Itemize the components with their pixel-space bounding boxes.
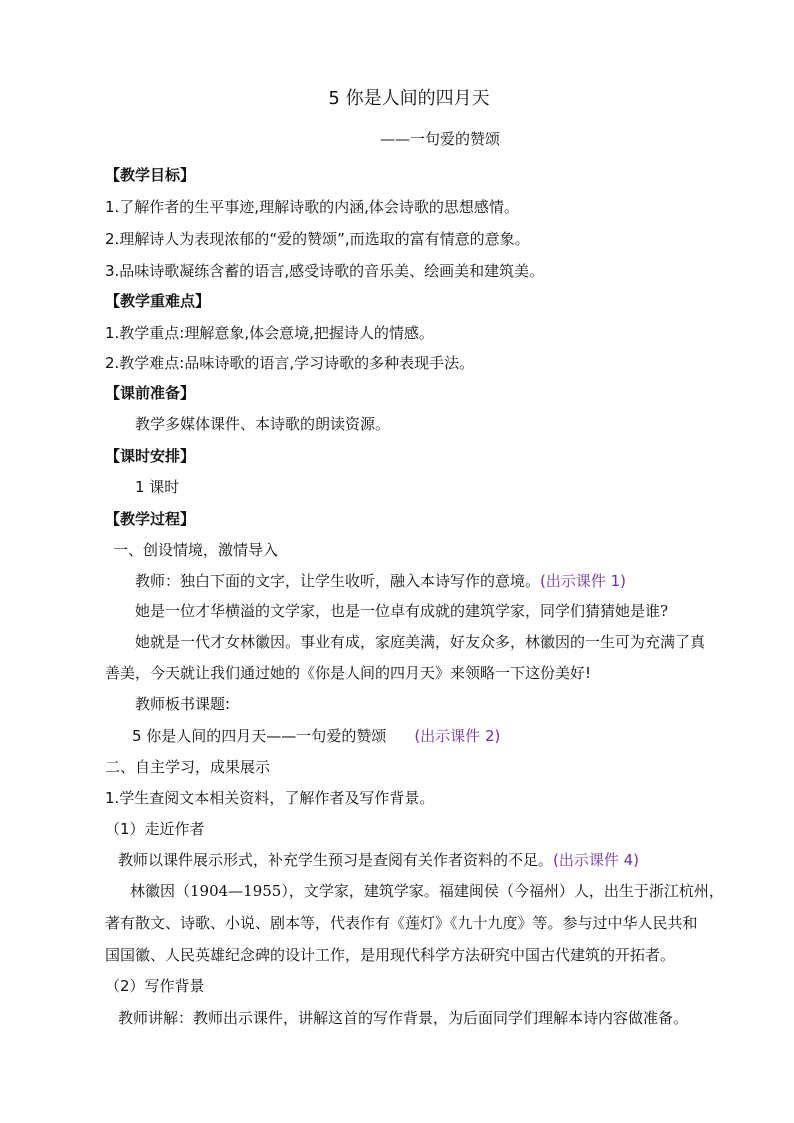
sub1-text: 教师以课件展示形式，补充学生预习是查阅有关作者资料的不足。 (118, 851, 554, 869)
section1-question: 她是一位才华横溢的文学家，也是一位卓有成就的建筑学家，同学们猜猜她是谁? (135, 602, 669, 620)
prep-text: 教学多媒体课件、本诗歌的朗读资源。 (135, 415, 391, 433)
section1-teacher-text: 教师：独白下面的文字，让学生收听，融入本诗写作的意境。 (135, 572, 541, 590)
key-point-item-1: 1.教学重点:理解意象,体会意境,把握诗人的情感。 (105, 324, 434, 342)
bio-line-3: 国国徽、人民英雄纪念碑的设计工作，是用现代科学方法研究中国古代建筑的开拓者。 (105, 946, 676, 964)
goal-item-3: 3.品味诗歌凝练含蓄的语言,感受诗歌的音乐美、绘画美和建筑美。 (105, 262, 545, 280)
courseware-ref-4: (出示课件 4) (553, 851, 640, 869)
key-points-heading: 【教学重难点】 (105, 292, 211, 310)
board-label: 教师板书课题: (135, 695, 231, 713)
key-point-item-2: 2.教学难点:品味诗歌的语言,学习诗歌的多种表现手法。 (105, 354, 475, 372)
page-subtitle: ——一句爱的赞颂 (380, 130, 501, 148)
courseware-ref-1: (出示课件 1) (540, 572, 627, 590)
page-title: 5 你是人间的四月天 (328, 88, 490, 109)
process-heading: 【教学过程】 (105, 510, 196, 528)
section1-answer-line2: 善美，今天就让我们通过她的《你是人间的四月天》来领略一下这份美好! (105, 664, 592, 682)
courseware-ref-2: (出示课件 2) (414, 727, 501, 745)
schedule-heading: 【课时安排】 (105, 447, 196, 465)
section2-item1: 1.学生查阅文本相关资料，了解作者及写作背景。 (105, 789, 435, 807)
sub1-title: （1）走近作者 (105, 820, 205, 838)
goal-item-2: 2.理解诗人为表现浓郁的“爱的赞颂”,而选取的富有情意的意象。 (105, 230, 530, 248)
goals-heading: 【教学目标】 (105, 166, 196, 184)
sub1-text-line (118, 849, 758, 871)
section1-answer-line1: 她就是一代才女林徽因。事业有成，家庭美满，好友众多，林徽因的一生可为充满了真 (135, 633, 706, 651)
section1-teacher-line (135, 570, 775, 592)
board-title: 5 你是人间的四月天——一句爱的赞颂 (132, 727, 387, 745)
prep-heading: 【课前准备】 (105, 384, 196, 402)
schedule-text: 1 课时 (135, 478, 180, 496)
bio-line-1: 林徽因（1904—1955），文学家，建筑学家。福建闽侯（今福州）人，出生于浙江杭州， (130, 882, 724, 900)
board-title-line (132, 725, 772, 747)
section2-title: 二、自主学习，成果展示 (105, 758, 271, 776)
section1-title: 一、创设情境，激情导入 (113, 541, 279, 559)
sub2-title: （2）写作背景 (105, 977, 205, 995)
bio-line-2: 著有散文、诗歌、小说、剧本等，代表作有《莲灯》《九十九度》等。参与过中华人民共和 (105, 914, 698, 932)
goal-item-1: 1.了解作者的生平事迹,理解诗歌的内涵,体会诗歌的思想感情。 (105, 198, 519, 216)
sub2-text: 教师讲解：教师出示课件，讲解这首的写作背景，为后面同学们理解本诗内容做准备。 (118, 1009, 689, 1027)
